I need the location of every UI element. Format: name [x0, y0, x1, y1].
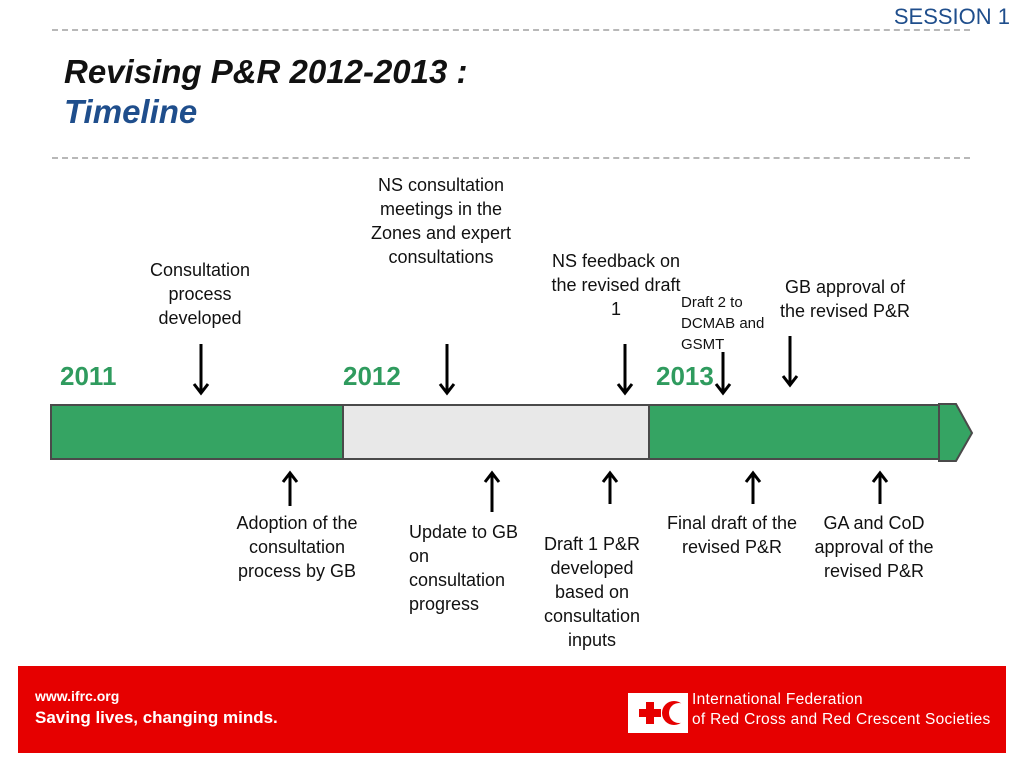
footer-banner — [18, 666, 1006, 753]
red-cross-crescent-icon — [630, 695, 686, 731]
event-ga-cod-approval: GA and CoD approval of the revised P&R — [814, 513, 934, 581]
event-ns-feedback: NS feedback on the revised draft 1 — [551, 251, 681, 319]
up-arrow-icon — [601, 472, 619, 506]
event-final-draft: Final draft of the revised P&R — [666, 513, 798, 557]
timeline-segment-2012 — [342, 404, 650, 460]
footer-slogan: Saving lives, changing minds. — [35, 708, 278, 727]
year-2012: 2012 — [343, 361, 401, 391]
title-line-2: Timeline — [64, 93, 198, 130]
down-arrow-icon — [714, 352, 732, 396]
up-arrow-icon — [281, 472, 299, 508]
event-draft1-developed: Draft 1 P&R developed based on consultation inputs — [543, 534, 641, 650]
up-arrow-icon — [744, 472, 762, 506]
event-update-to-gb: Update to GB on consultation progress — [409, 522, 519, 614]
title-divider — [52, 157, 970, 159]
down-arrow-icon — [616, 344, 634, 396]
up-arrow-icon — [483, 472, 501, 514]
event-draft2: Draft 2 to DCMAB and GSMT — [681, 294, 765, 353]
up-arrow-icon — [871, 472, 889, 506]
page-title — [64, 52, 468, 132]
down-arrow-icon — [438, 344, 456, 396]
ifrc-logo — [628, 693, 688, 733]
title-line-1: Revising P&R 2012-2013 : — [64, 53, 468, 90]
event-gb-approval: GB approval of the revised P&R — [779, 277, 911, 321]
footer-url[interactable]: www.ifrc.org — [35, 688, 120, 704]
down-arrow-icon — [192, 344, 210, 396]
down-arrow-icon — [781, 336, 799, 388]
top-divider — [52, 29, 970, 31]
ifrc-name — [692, 690, 991, 730]
event-consultation-process-developed: Consultation process developed — [149, 260, 251, 328]
timeline-segment-2013 — [648, 404, 941, 460]
event-ns-consultation-meetings: NS consultation meetings in the Zones and expert consultations — [370, 175, 512, 267]
ifrc-name-line-2: of Red Cross and Red Crescent Societies — [692, 711, 991, 728]
session-label: SESSION 1 — [893, 4, 1010, 29]
timeline-arrowhead — [938, 403, 974, 463]
event-adoption-by-gb: Adoption of the consultation process by GB — [236, 513, 358, 581]
ifrc-name-line-1: International Federation — [692, 691, 863, 708]
timeline-segment-2011 — [50, 404, 344, 460]
year-2011: 2011 — [60, 361, 117, 391]
year-2013: 2013 — [656, 361, 714, 391]
